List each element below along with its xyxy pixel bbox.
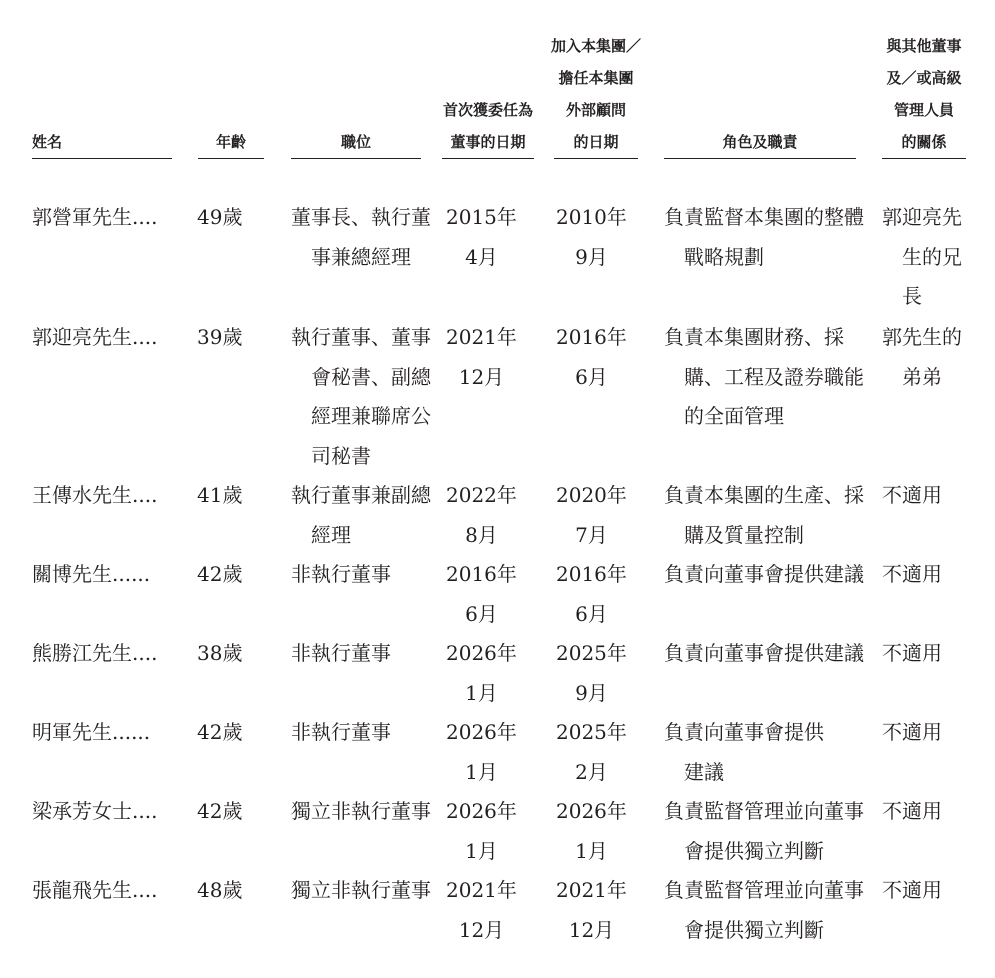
position-cell <box>291 476 431 555</box>
cell-line: 不適用 <box>882 878 942 902</box>
cell-line: 生的兄 <box>902 244 962 269</box>
cell-line: 獨立非執行董事 <box>291 799 431 823</box>
cell-line: 熊勝江先生.... <box>32 641 158 665</box>
header-joined-date <box>551 30 642 159</box>
cell-line: 負責向董事會提供建議 <box>664 641 864 665</box>
name-cell <box>32 555 150 595</box>
cell-line: 12月 <box>568 917 615 942</box>
position-cell <box>291 198 431 277</box>
joined-date-cell <box>556 792 627 871</box>
cell-line: 事兼總經理 <box>311 244 411 269</box>
name-cell <box>32 871 157 911</box>
cell-line: 2026年 <box>446 720 517 744</box>
header-line: 姓名 <box>32 133 63 151</box>
cell-line: 42歲 <box>197 562 243 586</box>
joined-date-cell <box>556 634 627 713</box>
cell-line: 建議 <box>684 759 724 784</box>
relation-cell <box>882 634 942 674</box>
cell-line: 42歲 <box>197 720 243 744</box>
cell-line: 1月 <box>575 838 608 863</box>
header-line: 外部顧問 <box>565 101 626 119</box>
relation-cell <box>882 792 942 832</box>
cell-line: 不適用 <box>882 483 942 507</box>
appointed-date-cell <box>446 198 517 277</box>
cell-line: 9月 <box>575 680 608 705</box>
position-cell <box>291 555 391 595</box>
role-cell <box>664 318 864 437</box>
cell-line: 執行董事、董事 <box>291 325 431 349</box>
cell-line: 6月 <box>575 601 608 626</box>
header-name <box>32 30 172 159</box>
relation-cell <box>882 198 962 317</box>
header-line: 與其他董事 <box>886 37 962 55</box>
cell-line: 不適用 <box>882 562 942 586</box>
appointed-date-cell <box>446 871 517 950</box>
header-line: 角色及職責 <box>722 133 798 151</box>
age-cell <box>197 871 242 911</box>
role-cell <box>664 555 864 595</box>
joined-date-cell <box>556 713 627 792</box>
age-cell <box>197 476 242 516</box>
cell-line: 2022年 <box>446 483 517 507</box>
position-cell <box>291 318 431 476</box>
role-cell <box>664 634 864 674</box>
cell-line: 2015年 <box>446 205 517 229</box>
cell-line: 2026年 <box>446 799 517 823</box>
appointed-date-cell <box>446 792 517 871</box>
age-cell <box>197 318 242 358</box>
cell-line: 長 <box>902 284 922 308</box>
cell-line: 王傳水先生.... <box>32 483 158 507</box>
cell-line: 2025年 <box>556 720 627 744</box>
joined-date-cell <box>556 318 627 397</box>
relation-cell <box>882 871 942 911</box>
cell-line: 非執行董事 <box>291 562 391 586</box>
cell-line: 關博先生...... <box>32 562 151 586</box>
cell-line: 不適用 <box>882 641 942 665</box>
cell-line: 弟弟 <box>902 364 942 389</box>
cell-line: 的全面管理 <box>684 404 784 428</box>
role-cell <box>664 476 864 555</box>
cell-line: 不適用 <box>882 799 942 823</box>
relation-cell <box>882 318 962 397</box>
cell-line: 郭迎亮先生.... <box>32 325 158 349</box>
cell-line: 明軍先生...... <box>32 720 151 744</box>
cell-line: 41歲 <box>197 483 243 507</box>
name-cell <box>32 634 157 674</box>
cell-line: 6月 <box>465 601 498 626</box>
cell-line: 4月 <box>465 244 498 269</box>
age-cell <box>197 555 242 595</box>
cell-line: 2021年 <box>446 325 517 349</box>
cell-line: 會提供獨立判斷 <box>684 838 824 863</box>
cell-line: 梁承芳女士.... <box>32 799 158 823</box>
cell-line: 執行董事兼副總 <box>291 483 431 507</box>
cell-line: 負責本集團的生產、採 <box>664 483 864 507</box>
appointed-date-cell <box>446 318 517 397</box>
cell-line: 2026年 <box>556 799 627 823</box>
cell-line: 會秘書、副總 <box>311 364 431 389</box>
cell-line: 49歲 <box>197 205 243 229</box>
name-cell <box>32 476 157 516</box>
cell-line: 7月 <box>575 522 608 547</box>
cell-line: 1月 <box>465 759 498 784</box>
cell-line: 2月 <box>575 759 608 784</box>
header-line: 擔任本集團 <box>558 69 634 87</box>
cell-line: 董事長、執行董 <box>291 205 431 229</box>
cell-line: 9月 <box>575 244 608 269</box>
cell-line: 2016年 <box>556 325 627 349</box>
cell-line: 2010年 <box>556 205 627 229</box>
header-line: 董事的日期 <box>450 133 526 151</box>
appointed-date-cell <box>446 634 517 713</box>
header-position <box>291 30 421 159</box>
cell-line: 38歲 <box>197 641 243 665</box>
cell-line: 2020年 <box>556 483 627 507</box>
header-relation <box>882 30 966 159</box>
cell-line: 12月 <box>458 364 505 389</box>
cell-line: 42歲 <box>197 799 243 823</box>
header-line: 職位 <box>340 133 371 151</box>
cell-line: 2016年 <box>556 562 627 586</box>
role-cell <box>664 713 824 792</box>
header-line: 的關係 <box>901 133 947 151</box>
cell-line: 負責向董事會提供建議 <box>664 562 864 586</box>
cell-line: 2021年 <box>556 878 627 902</box>
cell-line: 經理 <box>311 522 351 547</box>
cell-line: 12月 <box>458 917 505 942</box>
relation-cell <box>882 713 942 753</box>
cell-line: 經理兼聯席公 <box>311 404 431 428</box>
cell-line: 非執行董事 <box>291 641 391 665</box>
cell-line: 48歲 <box>197 878 243 902</box>
cell-line: 2021年 <box>446 878 517 902</box>
name-cell <box>32 713 150 753</box>
header-appointed-date <box>442 30 534 159</box>
cell-line: 負責監督本集團的整體 <box>664 205 864 229</box>
header-line: 加入本集團／ <box>551 37 642 55</box>
cell-line: 獨立非執行董事 <box>291 878 431 902</box>
cell-line: 戰略規劃 <box>684 244 764 269</box>
cell-line: 郭迎亮先 <box>882 205 962 229</box>
header-age <box>198 30 264 159</box>
cell-line: 6月 <box>575 364 608 389</box>
cell-line: 負責監督管理並向董事 <box>664 799 864 823</box>
cell-line: 8月 <box>465 522 498 547</box>
name-cell <box>32 792 157 832</box>
cell-line: 不適用 <box>882 720 942 744</box>
age-cell <box>197 198 242 238</box>
header-line: 首次獲委任為 <box>442 101 533 119</box>
joined-date-cell <box>556 476 627 555</box>
cell-line: 2026年 <box>446 641 517 665</box>
cell-line: 2025年 <box>556 641 627 665</box>
cell-line: 負責本集團財務、採 <box>664 325 844 349</box>
header-role <box>664 30 856 159</box>
cell-line: 司秘書 <box>311 443 371 468</box>
cell-line: 購及質量控制 <box>684 522 804 547</box>
relation-cell <box>882 555 942 595</box>
appointed-date-cell <box>446 713 517 792</box>
age-cell <box>197 792 242 832</box>
relation-cell <box>882 476 942 516</box>
joined-date-cell <box>556 871 627 950</box>
cell-line: 購、工程及證券職能 <box>684 364 864 389</box>
cell-line: 會提供獨立判斷 <box>684 917 824 942</box>
role-cell <box>664 871 864 950</box>
appointed-date-cell <box>446 555 517 634</box>
joined-date-cell <box>556 555 627 634</box>
position-cell <box>291 634 391 674</box>
cell-line: 負責監督管理並向董事 <box>664 878 864 902</box>
cell-line: 郭先生的 <box>882 325 962 349</box>
header-line: 的日期 <box>573 133 619 151</box>
role-cell <box>664 792 864 871</box>
header-line: 年齡 <box>215 133 246 151</box>
cell-line: 1月 <box>465 838 498 863</box>
header-line: 管理人員 <box>893 101 954 119</box>
age-cell <box>197 634 242 674</box>
joined-date-cell <box>556 198 627 277</box>
cell-line: 負責向董事會提供 <box>664 720 824 744</box>
cell-line: 39歲 <box>197 325 243 349</box>
cell-line: 張龍飛先生.... <box>32 878 158 902</box>
position-cell <box>291 713 391 753</box>
cell-line: 郭營軍先生.... <box>32 205 158 229</box>
appointed-date-cell <box>446 476 517 555</box>
cell-line: 1月 <box>465 680 498 705</box>
name-cell <box>32 198 157 238</box>
role-cell <box>664 198 864 277</box>
position-cell <box>291 871 431 911</box>
header-line: 及／或高級 <box>886 69 962 87</box>
cell-line: 2016年 <box>446 562 517 586</box>
cell-line: 非執行董事 <box>291 720 391 744</box>
position-cell <box>291 792 431 832</box>
age-cell <box>197 713 242 753</box>
name-cell <box>32 318 157 358</box>
